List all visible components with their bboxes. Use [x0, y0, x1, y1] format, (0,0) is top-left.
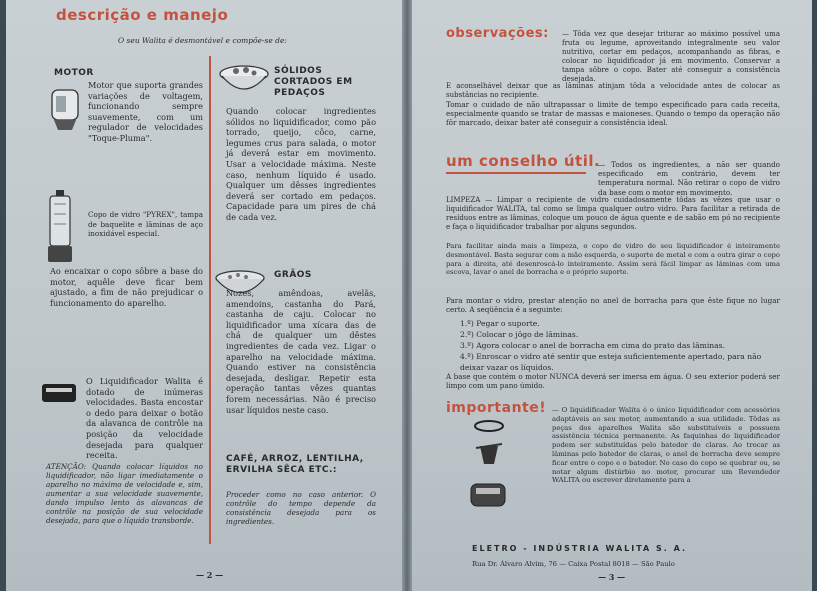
- grains-description: Nozes, amêndoas, avelãs, amendoins, castanha do Pará, castanha de caju. Colocar no liquidificador uma xícara das de chá de qualquer um dêstes ingredientes de cada vez. Ligar o aparelho na velocidade máxima. Quando estiver na consistência desejada, desligar. Repetir esta operação tantas vêzes quantas forem necessárias. Não é preciso usar líquidos neste caso.: [226, 288, 376, 415]
- coffee-heading: CAFÉ, ARROZ, LENTILHA, ERVILHA SÊCA ETC.:: [226, 454, 364, 475]
- page-title: descrição e manejo: [56, 6, 229, 24]
- left-page: [6, 0, 402, 591]
- important-text: — O liquidificador Walita é o único liquidificador com acessórios adaptáveis ao seu motor, aumentando a sua utilidade. Tôdas as peças dos aparelhos Walita são substituíveis e possuem assistência técnica permanente. As faquinhas do liquidificador podem ser substituídas pelo batedor de claras. Ao trocar as lâminas pelo batedor de claras, o anel de borracha deve sempre ficar entre o copo e o batedor. No caso do copo se quebrar ou, se notar algum distúrbio no motor, procurar um Revendedor WALITA ou escrever diretamente para a: [552, 406, 780, 485]
- important-title: importante!: [446, 400, 547, 416]
- motor-heading: MOTOR: [54, 68, 94, 78]
- motor-icon: [46, 86, 86, 134]
- grains-heading: GRÃOS: [274, 270, 312, 280]
- advice-title: um conselho útil.: [446, 152, 601, 170]
- observations-title: observações:: [446, 26, 549, 41]
- step-item: 3.º) Agora colocar o anel de borracha em cima do prato das lâminas.: [460, 341, 725, 350]
- right-page: [412, 0, 812, 591]
- pyrex-description: Copo de vidro "PYREX", tampa de baquelite e lâminas de aço inoxidável especial.: [88, 210, 203, 239]
- observations-text-3: Tomar o cuidado de não ultrapassar o limite de tempo especificado para cada receita, especialmente quando se tratar de massas e maioneses. Quando o tempo da operação não fôr marcado, deixar bater até conseguir a consistência ideal.: [446, 100, 780, 128]
- advice-underline: [446, 172, 586, 174]
- glass-jar-icon: [46, 190, 74, 264]
- company-address: Rua Dr. Álvaro Alvim, 76 — Caixa Postal 8018 — São Paulo: [472, 560, 675, 568]
- solids-description: Quando colocar ingredientes sólidos no liquidificador, como pão torrado, queijo, côco, carne, legumes crus para salada, o motor já deverá estar em movimento. Usar a velocidade máxima. Neste caso, nenhum líquido é usado. Qualquer um dêsses ingredientes deverá ser cortado em pedaços. Capacidade para um pires de chá de cada vez.: [226, 106, 376, 222]
- observations-text-2: E aconselhável deixar que as lâminas atinjam tôda a velocidade antes de colocar as substâncias no recipiente.: [446, 82, 780, 99]
- page-number-left: — 2 —: [196, 570, 224, 580]
- step-item: 1.º) Pegar o suporte.: [460, 319, 540, 328]
- step-item: 4.º) Enroscar o vidro até sentir que esteja suficientemente apertado, para não deixar vazar os líquidos.: [460, 352, 762, 372]
- column-divider: [209, 56, 211, 544]
- speed-description: O Liquidificador Walita é dotado de inúmeras velocidades. Basta encostar o dedo para deixar o botão da alavanca de contrôle na posição da velocidade desejada para qualquer receita.: [86, 376, 203, 461]
- attention-note: ATENÇÃO: Quando colocar líquidos no liquidificador, não ligar imediatamente o aparelho no máximo de velocidade e, sim, aumentar a sua velocidade suavemente, dando impulso lento às alavancas de contrôle na posição de sua velocidade desejada, para que o líquido transborde.: [46, 462, 203, 525]
- page-number-right: — 3 —: [598, 572, 626, 582]
- speed-control-icon: [40, 380, 80, 408]
- motor-description: Motor que suporta grandes variações de voltagem, funcionando sempre suavemente, com um regulador de velocidades "Toque-Pluma".: [88, 80, 203, 143]
- cut-solids-bowl-icon: [216, 58, 272, 100]
- rubber-ring-icon: [472, 418, 506, 478]
- blade-support-icon: [468, 480, 508, 510]
- advice-text: — Todos os ingredientes, a não ser quando especificado em contrário, devem ter temperatura normal. Não retirar o copo de vidro da base com o motor em movimento.: [598, 160, 780, 197]
- book-spine: [402, 0, 412, 591]
- cleaning-text-2: Para facilitar ainda mais a limpeza, o copo de vidro de seu liquidificador é inteiramente desmontável. Basta segurar com a mão esquerda, o suporte de metal e com a outra girar o copo para a direita, até desenroscá-lo inteiramente. Assim será fácil limpar as lâminas com uma escova, lavar o anel de borracha e o próprio suporte.: [446, 242, 780, 277]
- intro-text: O seu Walita é desmontável e compõe-se de:: [118, 36, 287, 45]
- cleaning-text: LIMPEZA — Limpar o recipiente de vidro cuidadosamente tôdas as vêzes que usar o liquidificador WALITA, tal como se limpa qualquer outro vidro. Para facilitar a retirada de resíduos entre as lâminas, coloque um pouco de água quente e de sabão em pó no recipiente e faça o liquidificador trabalhar por alguns segundos.: [446, 196, 780, 231]
- fitting-instructions: Ao encaixar o copo sôbre a base do motor, aquêle deve ficar bem ajustado, a fim de não prejudicar o funcionamento do aparelho.: [50, 266, 203, 308]
- company-name: ELETRO - INDÚSTRIA WALITA S. A.: [472, 544, 687, 553]
- observations-text: — Tôda vez que desejar triturar ao máximo possível uma fruta ou legume, aproveitando integralmente seu valor nutritivo, cortar em pedaços, acompanhando as fibras, e colocar no liquidificador já em movimento. Conservar a tampa sôbre o copo. Bater até conseguir a consistência desejada.: [562, 30, 780, 83]
- base-care-text: A base que contém o motor NUNCA deverá ser imersa em água. O seu exterior poderá ser limpo com um pano úmido.: [446, 372, 780, 391]
- assembly-text: Para montar o vidro, prestar atenção no anel de borracha para que êste fique no lugar certo. A seqüência é a seguinte:: [446, 296, 780, 315]
- coffee-description: Proceder como no caso anterior. O contrôle do tempo depende da consistência desejada para os ingredientes.: [226, 490, 376, 526]
- solids-heading: SÓLIDOS CORTADOS EM PEDAÇOS: [274, 66, 353, 98]
- assembly-steps: [460, 318, 780, 373]
- step-item: 2.º) Colocar o jôgo de lâminas.: [460, 330, 579, 339]
